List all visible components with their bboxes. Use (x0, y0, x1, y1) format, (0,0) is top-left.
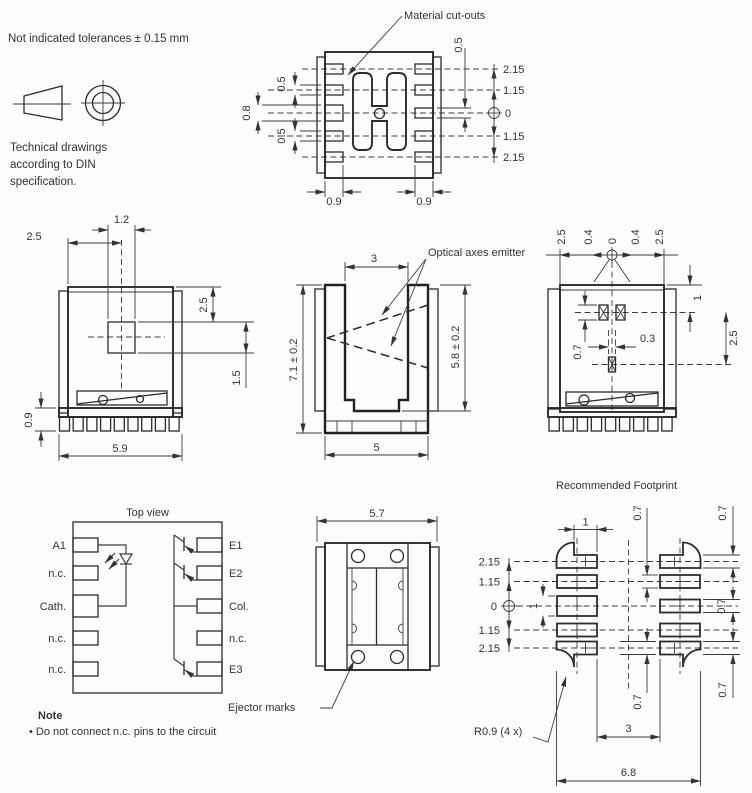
dim-pad-height: 0.7 (632, 694, 644, 710)
package-body-outline (68, 287, 173, 417)
ejector-marks-callout: Ejector marks (228, 702, 296, 714)
right-rail (428, 289, 438, 411)
note-title: Note (38, 710, 63, 722)
footprint-title: Recommended Footprint (556, 480, 678, 492)
optical-axis-1 (327, 305, 428, 338)
dim-lead-height: 0.9 (23, 412, 35, 428)
fp-row-offset: 1.15 (478, 576, 500, 589)
dim-body-height: 7.1 ± 0.2 (288, 338, 300, 382)
optical-axes-callout: Optical axes emitter (428, 247, 526, 259)
pin-label-nc1: n.c. (48, 568, 66, 580)
left-rail (59, 291, 68, 413)
din-note-line2: according to DIN (10, 159, 96, 171)
view-bottom (241, 10, 524, 208)
fp-row-offset: 2.15 (478, 556, 500, 569)
fp-row-offset: 0 (490, 601, 497, 613)
dim-chip-width: 0.3 (640, 333, 656, 345)
offset-label: 0.4 (630, 229, 642, 245)
dim-pad-height: 0.7 (716, 598, 728, 614)
offset-label: 0.4 (583, 229, 595, 245)
dim-aperture-height: 1.5 (231, 370, 243, 386)
offset-label: 2.5 (654, 229, 666, 245)
pad-right-1 (660, 543, 701, 569)
dim-center-pin-width: 0.8 (241, 105, 253, 121)
pin-label-col: Col. (229, 601, 249, 613)
view-back (546, 229, 740, 431)
dim-pin-width-right: 0.5 (453, 37, 465, 53)
dim-overall-width: 6.8 (620, 767, 637, 779)
fp-row-offset: 1.15 (478, 625, 500, 637)
row-offset-label: 1.15 (503, 131, 525, 143)
dim-body-depth: 5 (373, 442, 380, 454)
pin-label-a1: A1 (52, 540, 66, 552)
projection-notes (8, 33, 189, 188)
offset-label: 2.5 (556, 229, 568, 245)
dim-body-width: 5.7 (369, 508, 385, 520)
view-package-top (316, 508, 439, 670)
pin-label-e2: E2 (229, 568, 243, 580)
left-rail (315, 289, 325, 411)
bottom-leads (60, 417, 180, 431)
dim-pad-height: 0.7 (632, 505, 644, 521)
right-rail (664, 289, 676, 409)
first-angle-projection-icon (13, 80, 125, 126)
dim-pin-length-left: 0.9 (326, 196, 342, 208)
dim-pad-height: 0.7 (717, 505, 729, 521)
view-front (23, 214, 254, 461)
tolerance-note: Not indicated tolerances ± 0.15 mm (8, 33, 189, 45)
pinout-left-pads (73, 538, 98, 676)
row-offset-label: 2.15 (503, 64, 525, 76)
pinout-title: Top view (126, 507, 169, 519)
left-rail (548, 289, 560, 409)
led-symbol (98, 545, 132, 606)
pin-label-e1: E1 (229, 540, 243, 552)
dim-slot-width: 3 (370, 253, 378, 265)
package-body-outline (325, 52, 433, 178)
pin-label-e3: E3 (229, 664, 243, 676)
left-rail (316, 547, 325, 666)
bottom-leads (549, 417, 672, 431)
base-band (59, 408, 182, 417)
dim-top-offset: 1 (692, 294, 704, 302)
center-hole (375, 109, 385, 119)
offset-label: 0 (607, 237, 619, 245)
view-footprint (474, 480, 740, 786)
right-rail (173, 291, 182, 413)
material-cutouts-callout: Material cut-outs (404, 10, 486, 22)
dim-aperture-top: 2.5 (198, 297, 210, 313)
din-note-line1: Technical drawings (10, 142, 108, 154)
dim-pad-height: 0.7 (717, 682, 729, 698)
pinout-right-pads (197, 538, 222, 676)
optical-axis-2 (327, 338, 428, 368)
phototransistor-symbols (174, 535, 197, 676)
row-offset-label: 0 (505, 108, 512, 120)
dim-row-spacing: 2.5 (728, 330, 740, 346)
row-offset-label: 2.15 (503, 152, 525, 164)
fp-row-offset: 2.15 (478, 643, 500, 655)
right-rail (430, 547, 439, 666)
dim-aperture-width: 1.2 (113, 214, 130, 226)
pin-label-nc4: n.c. (229, 633, 247, 645)
package-body-outline (325, 543, 430, 670)
din-note-line3: specification. (10, 176, 77, 188)
pad-left-1 (557, 543, 598, 569)
dim-pin-width-a: 0.5 (276, 76, 288, 92)
dim-chip-height: 0.7 (572, 344, 584, 360)
dim-pad-width: 1 (582, 516, 589, 529)
material-cutout-shape (353, 73, 406, 150)
dim-slot-depth: 5.8 ± 0.2 (450, 325, 462, 369)
left-rail (317, 57, 325, 173)
note-bullet: • Do not connect n.c. pins to the circuit (29, 726, 217, 738)
dim-pin-length-right: 0.9 (416, 196, 432, 208)
pin-label-cath: Cath. (39, 601, 66, 613)
view-pinout (29, 507, 354, 738)
dim-center-pad-height: 1 (528, 602, 540, 610)
ejector-marks (352, 550, 404, 664)
pin-label-nc2: n.c. (48, 633, 66, 645)
dim-aperture-offset: 2.5 (26, 231, 42, 243)
pin-label-nc3: n.c. (48, 664, 66, 676)
row-offset-label: 1.15 (503, 85, 525, 97)
pinout-body (73, 522, 222, 693)
right-rail (433, 57, 441, 173)
dim-inner-gap: 3 (625, 723, 632, 735)
view-side (288, 247, 526, 460)
radius-callout: R0.9 (4 x) (474, 726, 523, 738)
dim-body-width: 5.9 (112, 443, 128, 455)
dim-pin-width-b: 0.5 (276, 128, 288, 144)
